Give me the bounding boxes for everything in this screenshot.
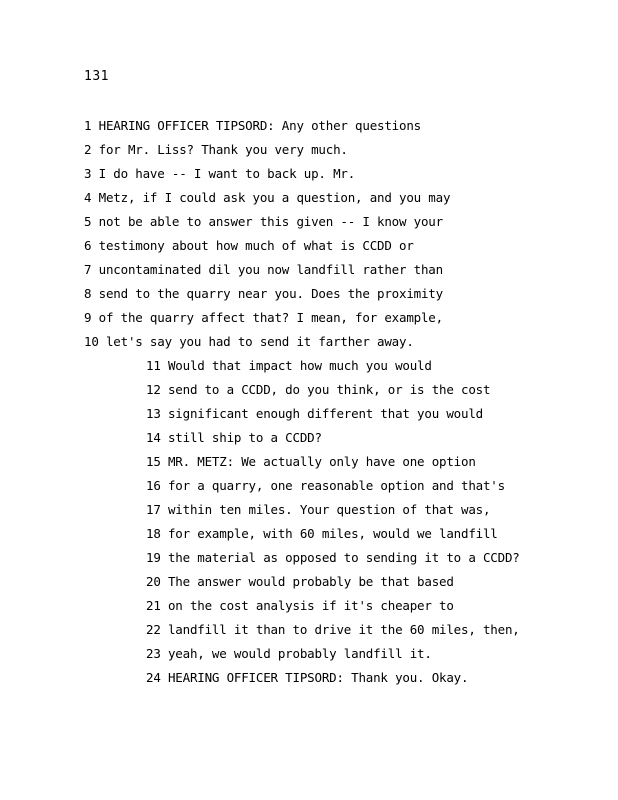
transcript-line: 7 uncontaminated dil you now landfill rather than — [84, 262, 443, 277]
transcript-line: 11 Would that impact how much you would — [146, 358, 432, 373]
transcript-line: 18 for example, with 60 miles, would we landfill — [146, 526, 498, 541]
transcript-line: 17 within ten miles. Your question of that was, — [146, 502, 491, 517]
transcript-line: 10 let's say you had to send it farther away. — [84, 334, 414, 349]
transcript-line: 13 significant enough different that you would — [146, 406, 483, 421]
transcript-line: 8 send to the quarry near you. Does the proximity — [84, 286, 443, 301]
page-number: 131 — [84, 69, 109, 84]
transcript-line: 15 MR. METZ: We actually only have one option — [146, 454, 476, 469]
transcript-line: 16 for a quarry, one reasonable option and that's — [146, 478, 505, 493]
transcript-line: 3 I do have -- I want to back up. Mr. — [84, 166, 356, 181]
transcript-line: 4 Metz, if I could ask you a question, and you may — [84, 190, 451, 205]
transcript-line: 12 send to a CCDD, do you think, or is the cost — [146, 382, 491, 397]
transcript-line: 19 the material as opposed to sending it to a CCDD? — [146, 550, 520, 565]
transcript-line: 2 for Mr. Liss? Thank you very much. — [84, 142, 348, 157]
transcript-line: 22 landfill it than to drive it the 60 miles, then, — [146, 622, 520, 637]
transcript-line: 21 on the cost analysis if it's cheaper to — [146, 598, 454, 613]
transcript-line: 1 HEARING OFFICER TIPSORD: Any other questions — [84, 118, 421, 133]
transcript-line: 14 still ship to a CCDD? — [146, 430, 322, 445]
transcript-line: 24 HEARING OFFICER TIPSORD: Thank you. Okay. — [146, 670, 469, 685]
transcript-line: 6 testimony about how much of what is CCDD or — [84, 238, 414, 253]
transcript-line: 20 The answer would probably be that based — [146, 574, 454, 589]
transcript-line: 5 not be able to answer this given -- I know your — [84, 214, 443, 229]
transcript-line: 9 of the quarry affect that? I mean, for example, — [84, 310, 443, 325]
transcript-line: 23 yeah, we would probably landfill it. — [146, 646, 432, 661]
